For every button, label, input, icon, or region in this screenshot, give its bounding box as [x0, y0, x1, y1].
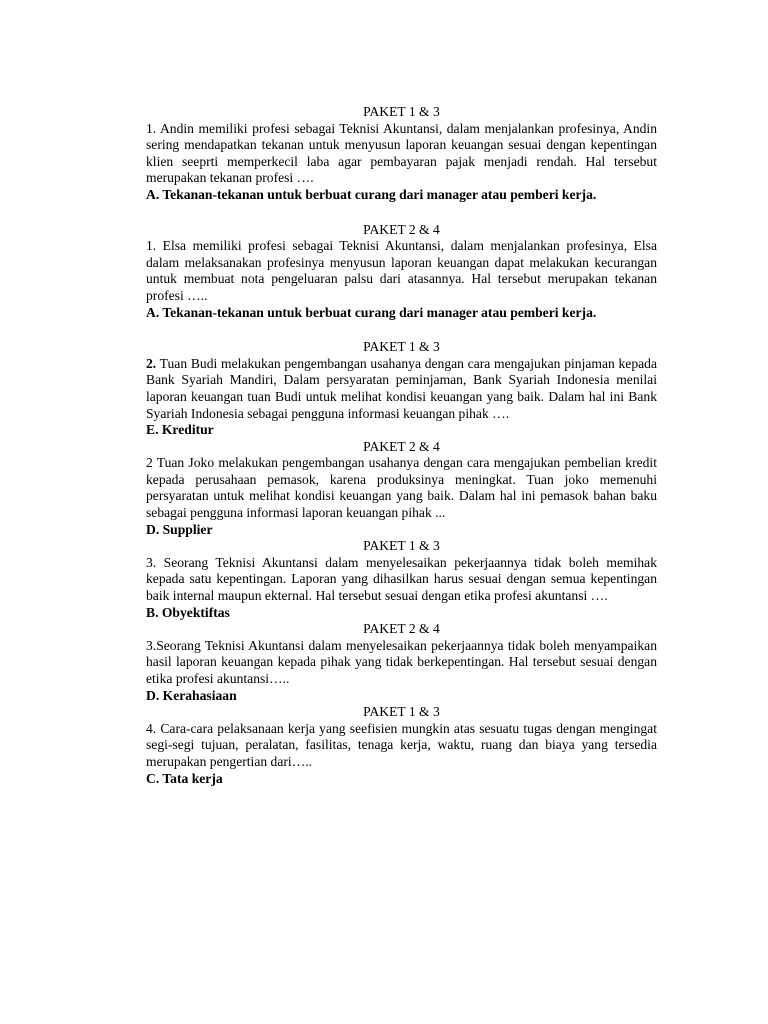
answer-text: A. Tekanan-tekanan untuk berbuat curang dari manager atau pemberi kerja.	[146, 304, 597, 320]
question-text: 3. Seorang Teknisi Akuntansi dalam menyelesaikan pekerjaannya tidak boleh memihak kepada satu kepentingan. Laporan yang dihasilkan harus sesuai dengan semua kepentingan baik internal maupun ekternal. Hal tersebut sesuai dengan etika profesi akuntansi ….	[146, 554, 657, 604]
answer-text: A. Tekanan-tekanan untuk berbuat curang dari manager atau pemberi kerja.	[146, 186, 597, 202]
question-block	[146, 356, 657, 422]
question-text: 2 Tuan Joko melakukan pengembangan usahanya dengan cara mengajukan pembelian kredit kepada perusahaan pemasok, karena produksinya meningkat. Tuan joko memenuhi persyaratan untuk melihat kondisi keuangan yang baik. Dalam hal ini pemasok bahan baku sebagai pengguna informasi laporan keuangan pihak ...	[146, 455, 657, 521]
document-content	[146, 104, 657, 787]
answer-text: C. Tata kerja	[146, 770, 223, 786]
paket-heading: PAKET 1 & 3	[363, 104, 440, 119]
paket-heading: PAKET 1 & 3	[363, 538, 440, 554]
question-text: 1. Andin memiliki profesi sebagai Teknisi Akuntansi, dalam menjalankan profesinya, Andin sering mendapatkan tekanan untuk menyusun laporan keuangan sesuai dengan kepentingan klien seeprti memperkecil laba agar pembayaran pajak menjadi rendah. Hal tersebut merupakan tekanan profesi ….	[146, 120, 657, 186]
paket-heading: PAKET 1 & 3	[363, 704, 440, 720]
question-text: 4. Cara-cara pelaksanaan kerja yang seefisien mungkin atas sesuatu tugas dengan mengingat segi-segi tujuan, peralatan, fasilitas, tenaga kerja, waktu, ruang dan biaya yang tersedia merupakan pengertian dari…..	[146, 720, 657, 769]
paket-heading: PAKET 2 & 4	[363, 221, 440, 237]
paket-heading: PAKET 2 & 4	[363, 438, 440, 454]
answer-text: D. Supplier	[146, 521, 213, 537]
question-text: Tuan Budi melakukan pengembangan usahanya dengan cara mengajukan pinjaman kepada Bank Syariah Mandiri, Dalam persyaratan peminjaman, Bank Syariah Indonesia menilai laporan keuangan tuan Budi untuk melihat kondisi keuangan yang baik. Dalam hal ini Bank Syariah Indonesia sebagai pengguna informasi keuangan pihak ….	[146, 355, 657, 421]
answer-text: D. Kerahasiaan	[146, 687, 237, 703]
spacer	[146, 204, 657, 222]
paket-heading: PAKET 2 & 4	[363, 621, 440, 637]
spacer	[146, 321, 657, 339]
paket-heading: PAKET 1 & 3	[363, 339, 440, 355]
question-text: 3.Seorang Teknisi Akuntansi dalam menyelesaikan pekerjaannya tidak boleh menyampaikan hasil laporan keuangan kepada pihak yang tidak berkepentingan. Hal tersebut sesuai dengan etika profesi akuntansi…..	[146, 637, 657, 686]
answer-text: B. Obyektiftas	[146, 604, 230, 620]
answer-text: E. Kreditur	[146, 422, 214, 438]
question-number: 2.	[146, 355, 157, 371]
question-text: 1. Elsa memiliki profesi sebagai Teknisi Akuntansi, dalam menjalankan profesinya, Elsa dalam melaksanakan profesinya menyusun laporan keuangan dapat melakukan kecurangan untuk membuat nota pengeluaran palsu dari atasannya. Hal tersebut merupakan tekanan profesi …..	[146, 238, 657, 303]
